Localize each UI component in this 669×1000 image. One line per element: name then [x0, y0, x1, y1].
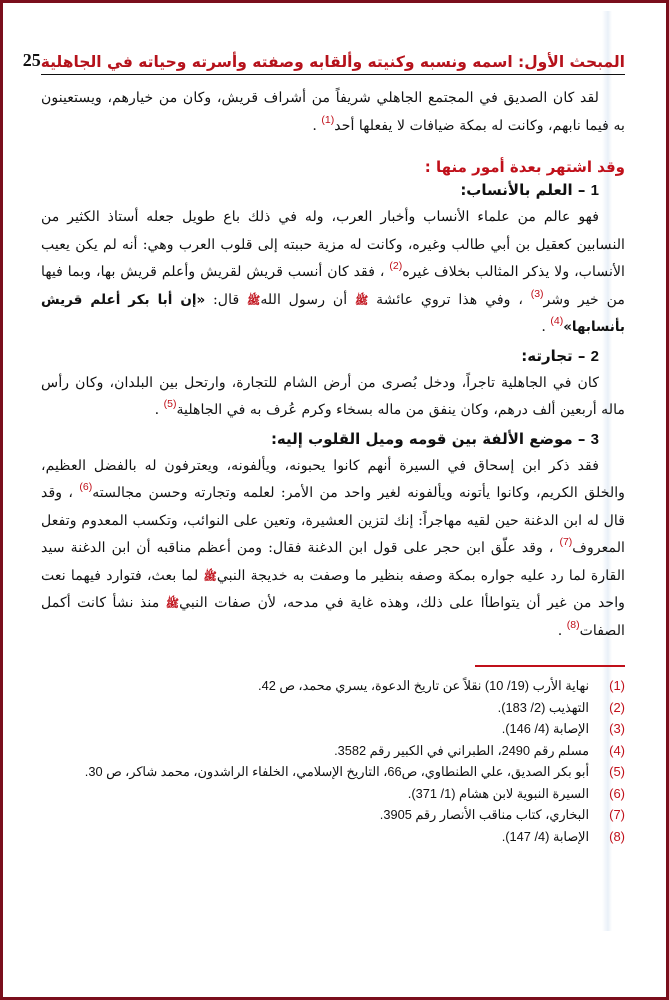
intro-text: لقد كان الصديق في المجتمع الجاهلي شريفاً من أشراف قريش، وكان من خيارهم، ويستعينون به فيما نابهم، وكانت له بمكة ضيافات لا يفعلها أحد	[41, 90, 625, 134]
page-number: 25	[22, 50, 41, 70]
item-title: العلم بالأنساب:	[460, 181, 573, 199]
book-page	[22, 43, 625, 847]
item-paragraph-2	[41, 370, 625, 425]
footnote-item	[41, 804, 625, 826]
item-number: 1	[590, 182, 599, 199]
text-segment: .	[541, 319, 551, 335]
footnote-item	[41, 675, 625, 697]
intro-end: .	[312, 117, 322, 134]
footnote-number: (4)	[609, 742, 625, 758]
text-segment: أن رسول الله	[260, 291, 355, 308]
footnote-item	[41, 718, 625, 740]
footnote-number: (2)	[609, 699, 625, 715]
footnote-ref-4[interactable]: (4)	[550, 315, 564, 327]
footnote-text: الإصابة (4/ 147).	[501, 828, 589, 844]
footnote-item	[41, 826, 625, 848]
honorific-icon: ﷺ	[203, 569, 217, 583]
text-segment: فقد ذكر ابن إسحاق في السيرة أنهم كانوا يحبونه، ويألفونه، ويعترفون له بالفضل العظيم، والخلق الكريم، وكانوا يأتونه ويألفونه لغير واحد من الأمر: لعلمه وتجارته وحسن مجالسته	[41, 457, 625, 501]
text-segment: منذ نشأ كانت أكمل الصفات	[41, 595, 625, 639]
footnote-item	[41, 783, 625, 805]
footnote-ref-2[interactable]: (2)	[389, 260, 403, 272]
footnote-item	[41, 697, 625, 719]
honorific-icon: ﷺ	[355, 293, 369, 307]
footnote-number: (7)	[609, 807, 625, 822]
item-title: موضع الألفة بين قومه وميل القلوب إليه:	[270, 429, 573, 448]
honorific-icon: ﷺ	[247, 293, 261, 307]
footnote-number: (6)	[609, 785, 625, 801]
text-segment: فهو عالم من علماء الأنساب وأخبار العرب، وله في ذلك باع طويل جعله أستاذ الكثير من النسابين كعقيل بن أبي طالب وغيره، وكانت له مزية حببته إلى قلوب العرب وهي: أنه لم يكن يعيب الأنساب، ولا يذكر المثالب بخلاف غيره	[41, 209, 625, 280]
item-heading-1: 1 – العلم بالأنساب:	[460, 181, 599, 199]
footnote-text: الإصابة (4/ 146).	[501, 721, 589, 736]
hadith-quote: «إن أبا بكر أعلم قريش بأنسابها»	[41, 291, 625, 335]
text-segment: قال:	[205, 291, 248, 308]
text-segment: لما بعث، فتوارد فيهما نعت واحد من غير أن يتواطأا على ذلك، وهذه غاية في مدحه، لأن صفات النبي	[41, 567, 625, 611]
text-segment: ، وفي هذا تروي عائشة	[368, 291, 531, 308]
intro-paragraph	[41, 85, 625, 140]
running-head	[22, 43, 625, 75]
text-segment: ، فقد كان أنسب قريش لقريش وأعلم قريش بها، وبما فيها من خير وشر	[41, 264, 625, 308]
text-segment: .	[154, 402, 164, 418]
footnote-ref-1[interactable]: (1)	[321, 113, 335, 126]
item-number: 2	[590, 347, 599, 365]
section-heading: وقد اشتهر بعدة أمور منها :	[424, 158, 625, 176]
footnote-text: التهذيب (2/ 183).	[497, 699, 589, 715]
footnote-item	[41, 740, 625, 762]
text-segment: كان في الجاهلية تاجراً، ودخل بُصرى من أرض الشام للتجارة، وارتحل بين البلدان، وكان رأس ماله أربعين ألف درهم، وكان ينفق من ماله بسخاء وكرم عُرف به في الجاهلية	[41, 374, 625, 418]
footnotes-list	[41, 675, 625, 847]
item-paragraph-1	[41, 204, 625, 342]
text-segment: .	[557, 622, 567, 639]
footnote-text: مسلم رقم 2490، الطبراني في الكبير رقم 3582.	[334, 742, 589, 758]
footnote-divider	[475, 665, 625, 667]
footnote-ref-5[interactable]: (5)	[163, 398, 177, 410]
footnote-item	[41, 761, 625, 783]
footnote-ref-6[interactable]: (6)	[79, 481, 93, 493]
footnote-text: أبو بكر الصديق، علي الطنطاوي، ص66، التاريخ الإسلامي، الخلفاء الراشدون، محمد شاكر، ص 30.	[84, 764, 589, 779]
footnote-number: (8)	[609, 828, 625, 844]
footnote-number: (3)	[609, 721, 625, 736]
footnote-text: السيرة النبوية لابن هشام (1/ 371).	[407, 785, 589, 801]
footnote-number: (1)	[609, 678, 625, 693]
footnote-ref-3[interactable]: (3)	[530, 287, 544, 300]
item-title: تجارته:	[521, 346, 573, 365]
footnote-text: نهاية الأرب (19/ 10) نقلاً عن تاريخ الدعوة، يسري محمد، ص 42.	[258, 678, 589, 693]
footnote-number: (5)	[609, 764, 625, 779]
item-heading-3: 3 – موضع الألفة بين قومه وميل القلوب إليه:	[270, 429, 599, 448]
text-segment: ، وقد قال له ابن الدغنة حين لقيه مهاجراً: إنك لتزين العشيرة، وتعين على النوائب، وتكسب المعدوم وتفعل المعروف	[41, 485, 625, 556]
honorific-icon: ﷺ	[165, 597, 180, 610]
item-heading-2: 2 – تجارته:	[521, 346, 599, 365]
item-number: 3	[590, 430, 599, 448]
running-title: المبحث الأول: اسمه ونسبه وكنيته وألقابه وصفته وأسرته وحياته في الجاهلية	[40, 53, 625, 71]
text-segment: ، وقد علّق ابن حجر على قول ابن الدغنة فقال: ومن أعظم مناقبه أن ابن الدغنة سيد القارة لما رد عليه جواره بمكة وصفه بنظير ما وصفت به خديجة النبي	[41, 540, 625, 584]
footnote-ref-8[interactable]: (8)	[566, 618, 580, 631]
footnote-text: البخاري، كتاب مناقب الأنصار رقم 3905.	[379, 807, 589, 822]
footnote-ref-7[interactable]: (7)	[559, 536, 573, 548]
item-paragraph-3	[41, 453, 625, 646]
